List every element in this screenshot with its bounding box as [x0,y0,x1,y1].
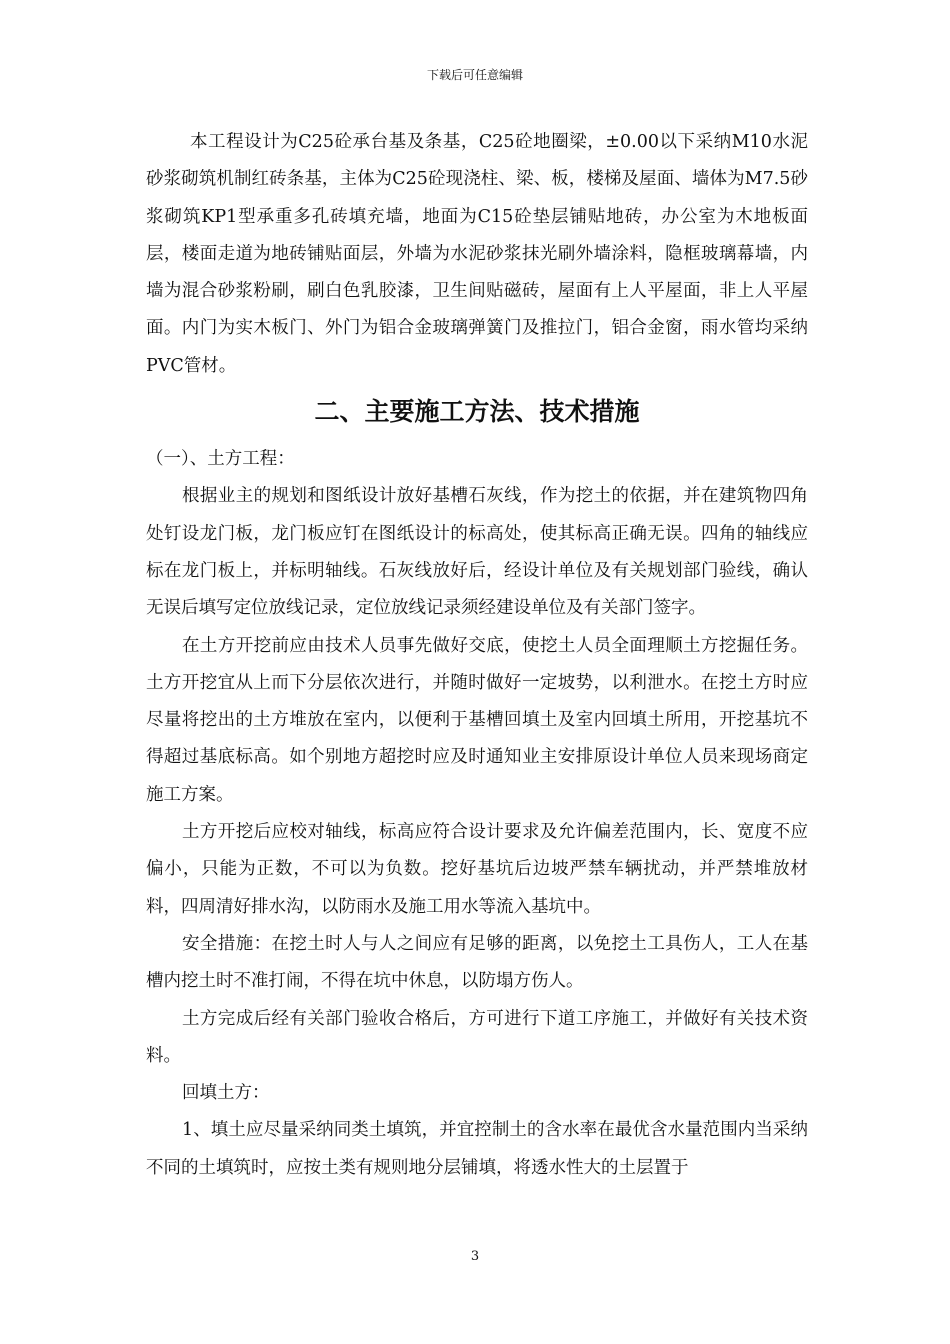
page-number: 3 [470,1249,480,1264]
paragraph-excavation: 在土方开挖前应由技术人员事先做好交底，使挖土人员全面理顺土方挖掘任务。土方开挖宜从上而下分层依次进行，并随时做好一定坡势，以利泄水。在挖土方时应尽量将挖出的土方堆放在室内，以便利于基槽回填土及室内回填土所用，开挖基坑不得超过基底标高。如个别地方超挖时应及时通知业主安排原设计单位人员来现场商定施工方案。 [146,635,808,805]
paragraph-layout-lines: 根据业主的规划和图纸设计放好基槽石灰线，作为挖土的依据，并在建筑物四角处钉设龙门板，龙门板应钉在图纸设计的标高处，使其标高正确无误。四角的轴线应标在龙门板上，并标明轴线。石灰线放好后，经设计单位及有关规划部门验线，确认无误后填写定位放线记录，定位放线记录须经建设单位及有关部门签字。 [146,486,808,619]
page-header: 下载后可任意编辑 [426,68,523,82]
section-title: 二、主要施工方法、技术措施 [314,397,640,427]
subsection-title: （一）、土方工程： [146,449,295,470]
document-body [146,124,808,1187]
paragraph-backfill-item-1: 1、填土应尽量采纳同类土填筑，并宜控制土的含水率在最优含水量范围内当采纳不同的土填筑时，应按土类有规则地分层铺填，将透水性大的土层置于 [146,1120,808,1178]
paragraph-backfill-heading: 回填土方： [182,1083,270,1104]
paragraph-axis-check: 土方开挖后应校对轴线，标高应符合设计要求及允许偏差范围内，长、宽度不应偏小，只能为正数，不可以为负数。挖好基坑后边坡严禁车辆扰动，并严禁堆放材料，四周清好排水沟，以防雨水及施工用水等流入基坑中。 [146,822,808,917]
intro-paragraph: 本工程设计为C25砼承台基及条基，C25砼地圈梁，±0.00以下采纳M10水泥砂浆砌筑机制红砖条基，主体为C25砼现浇柱、梁、板，楼梯及屋面、墙体为M7.5砂浆砌筑KP1型承重多孔砖填充墙，地面为C15砼垫层铺贴地砖，办公室为木地板面层，楼面走道为地砖铺贴面层，外墙为水泥砂浆抹光刷外墙涂料，隐框玻璃幕墙，内墙为混合砂浆粉刷，刷白色乳胶漆，卫生间贴磁砖，屋面有上人平屋面，非上人平屋面。内门为实木板门、外门为铝合金玻璃弹簧门及推拉门，铝合金窗，雨水管均采纳PVC管材。 [146,132,808,376]
paragraph-acceptance: 土方完成后经有关部门验收合格后，方可进行下道工序施工，并做好有关技术资料。 [146,1008,808,1066]
paragraph-safety: 安全措施：在挖土时人与人之间应有足够的距离，以免挖土工具伤人，工人在基槽内挖土时不准打闹，不得在坑中休息，以防塌方伤人。 [146,933,808,992]
